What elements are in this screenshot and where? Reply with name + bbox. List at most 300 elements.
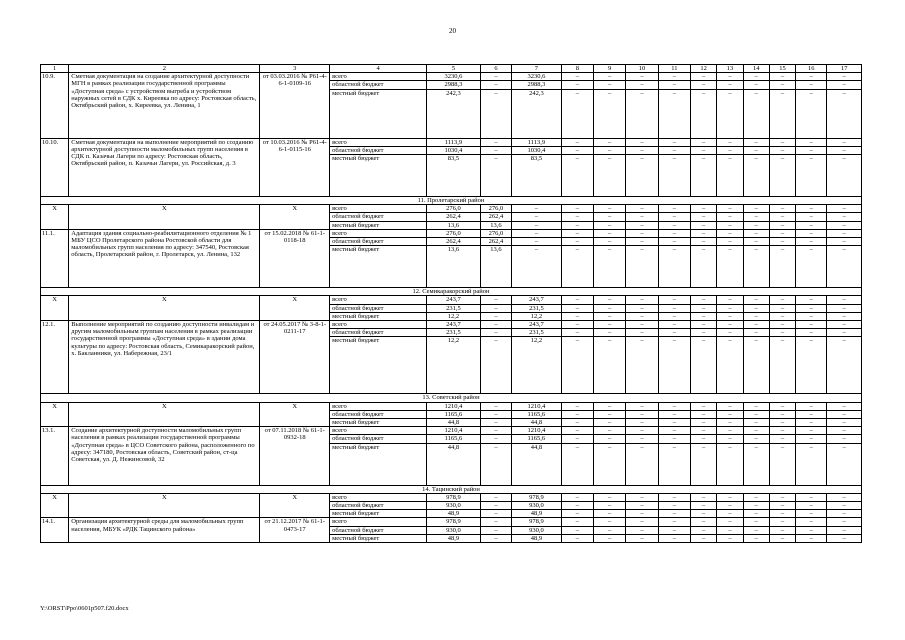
value-col12: – xyxy=(691,502,717,510)
value-col10: – xyxy=(626,493,658,501)
value-col10: – xyxy=(626,510,658,518)
value-col14: – xyxy=(743,410,769,418)
budget-type-label: местный бюджет xyxy=(330,510,427,518)
value-col13: – xyxy=(717,493,743,501)
value-col5: 48,9 xyxy=(427,534,481,542)
value-col9: – xyxy=(593,419,625,427)
value-col13: – xyxy=(717,229,743,237)
value-col17: – xyxy=(827,329,862,337)
value-col9: – xyxy=(593,155,625,197)
value-col13: – xyxy=(717,238,743,246)
value-col17: – xyxy=(827,304,862,312)
value-col6: 13,6 xyxy=(480,221,511,229)
value-col8: – xyxy=(561,229,593,237)
budget-type-label: местный бюджет xyxy=(330,246,427,288)
value-col13: – xyxy=(717,155,743,197)
budget-type-label: всего xyxy=(330,427,427,435)
budget-type-label: областной бюджет xyxy=(330,213,427,221)
value-col10: – xyxy=(626,221,658,229)
budget-row xyxy=(41,296,862,304)
value-col6: – xyxy=(480,534,511,542)
value-col8: – xyxy=(561,89,593,138)
x-mark: Х xyxy=(260,402,330,427)
value-col7: 231,5 xyxy=(512,304,562,312)
section-title: 12. Семикаракорский район xyxy=(41,288,862,296)
value-col16: – xyxy=(796,312,827,320)
value-col13: – xyxy=(717,502,743,510)
budget-row xyxy=(41,518,862,526)
value-col17: – xyxy=(827,229,862,237)
value-col17: – xyxy=(827,81,862,89)
value-col14: – xyxy=(743,312,769,320)
value-col16: – xyxy=(796,419,827,427)
value-col6: – xyxy=(480,402,511,410)
value-col14: – xyxy=(743,321,769,329)
value-col8: – xyxy=(561,419,593,427)
value-col8: – xyxy=(561,402,593,410)
value-col12: – xyxy=(691,435,717,443)
budget-type-label: областной бюджет xyxy=(330,81,427,89)
value-col15: – xyxy=(769,89,795,138)
value-col13: – xyxy=(717,296,743,304)
value-col16: – xyxy=(796,526,827,534)
value-col5: 1030,4 xyxy=(427,146,481,154)
column-header: 14 xyxy=(743,65,769,73)
value-col10: – xyxy=(626,502,658,510)
value-col15: – xyxy=(769,146,795,154)
value-col14: – xyxy=(743,81,769,89)
value-col17: – xyxy=(827,138,862,146)
value-col16: – xyxy=(796,205,827,213)
x-mark: Х xyxy=(41,205,69,230)
value-col10: – xyxy=(626,312,658,320)
value-col16: – xyxy=(796,534,827,542)
value-col10: – xyxy=(626,89,658,138)
value-col17: – xyxy=(827,427,862,435)
header-row xyxy=(41,65,862,73)
value-col11: – xyxy=(658,205,690,213)
value-col15: – xyxy=(769,493,795,501)
column-header: 10 xyxy=(626,65,658,73)
value-col16: – xyxy=(796,229,827,237)
value-col9: – xyxy=(593,73,625,81)
value-col14: – xyxy=(743,419,769,427)
value-col6: – xyxy=(480,510,511,518)
budget-row xyxy=(41,73,862,81)
value-col7: 3230,6 xyxy=(512,73,562,81)
value-col13: – xyxy=(717,221,743,229)
value-col14: – xyxy=(743,526,769,534)
value-col11: – xyxy=(658,321,690,329)
value-col9: – xyxy=(593,296,625,304)
value-col13: – xyxy=(717,443,743,485)
value-col15: – xyxy=(769,510,795,518)
value-col17: – xyxy=(827,402,862,410)
x-mark: Х xyxy=(69,296,260,321)
value-col12: – xyxy=(691,526,717,534)
value-col13: – xyxy=(717,534,743,542)
value-col15: – xyxy=(769,304,795,312)
item-number: 14.1. xyxy=(41,518,69,543)
value-col16: – xyxy=(796,246,827,288)
value-col13: – xyxy=(717,526,743,534)
value-col10: – xyxy=(626,238,658,246)
budget-type-label: всего xyxy=(330,321,427,329)
value-col7: 2988,3 xyxy=(512,81,562,89)
value-col10: – xyxy=(626,73,658,81)
value-col14: – xyxy=(743,213,769,221)
value-col14: – xyxy=(743,443,769,485)
column-header: 6 xyxy=(480,65,511,73)
value-col14: – xyxy=(743,402,769,410)
value-col12: – xyxy=(691,246,717,288)
value-col9: – xyxy=(593,510,625,518)
value-col15: – xyxy=(769,205,795,213)
value-col12: – xyxy=(691,534,717,542)
value-col15: – xyxy=(769,73,795,81)
value-col13: – xyxy=(717,321,743,329)
value-col13: – xyxy=(717,410,743,418)
value-col11: – xyxy=(658,410,690,418)
value-col14: – xyxy=(743,221,769,229)
column-header: 11 xyxy=(658,65,690,73)
value-col6: – xyxy=(480,443,511,485)
value-col7: – xyxy=(512,221,562,229)
value-col5: 243,7 xyxy=(427,296,481,304)
value-col8: – xyxy=(561,138,593,146)
value-col7: 12,2 xyxy=(512,337,562,394)
value-col6: – xyxy=(480,410,511,418)
value-col16: – xyxy=(796,402,827,410)
budget-row xyxy=(41,138,862,146)
value-col16: – xyxy=(796,146,827,154)
value-col10: – xyxy=(626,337,658,394)
value-col16: – xyxy=(796,502,827,510)
value-col6: 13,6 xyxy=(480,246,511,288)
value-col15: – xyxy=(769,427,795,435)
file-path-footer: Y:\ORST\Ppo\0601p507.f20.docx xyxy=(40,605,129,612)
value-col17: – xyxy=(827,89,862,138)
value-col15: – xyxy=(769,221,795,229)
value-col8: – xyxy=(561,304,593,312)
value-col12: – xyxy=(691,518,717,526)
value-col8: – xyxy=(561,526,593,534)
value-col10: – xyxy=(626,138,658,146)
value-col13: – xyxy=(717,435,743,443)
value-col16: – xyxy=(796,510,827,518)
section-header-row xyxy=(41,288,862,296)
item-number: 13.1. xyxy=(41,427,69,485)
value-col14: – xyxy=(743,246,769,288)
value-col6: – xyxy=(480,337,511,394)
value-col17: – xyxy=(827,443,862,485)
value-col12: – xyxy=(691,296,717,304)
x-mark: Х xyxy=(69,402,260,427)
value-col12: – xyxy=(691,321,717,329)
value-col12: – xyxy=(691,337,717,394)
value-col7: 48,9 xyxy=(512,510,562,518)
value-col10: – xyxy=(626,443,658,485)
value-col15: – xyxy=(769,419,795,427)
value-col5: 978,9 xyxy=(427,493,481,501)
value-col16: – xyxy=(796,238,827,246)
value-col6: – xyxy=(480,419,511,427)
value-col6: 276,0 xyxy=(480,205,511,213)
value-col12: – xyxy=(691,238,717,246)
value-col17: – xyxy=(827,337,862,394)
value-col12: – xyxy=(691,510,717,518)
value-col5: 1113,9 xyxy=(427,138,481,146)
value-col16: – xyxy=(796,304,827,312)
value-col8: – xyxy=(561,213,593,221)
value-col5: 930,0 xyxy=(427,526,481,534)
value-col17: – xyxy=(827,238,862,246)
value-col10: – xyxy=(626,304,658,312)
value-col6: – xyxy=(480,155,511,197)
value-col12: – xyxy=(691,81,717,89)
value-col7: 231,5 xyxy=(512,329,562,337)
value-col15: – xyxy=(769,410,795,418)
value-col7: 1210,4 xyxy=(512,402,562,410)
value-col9: – xyxy=(593,337,625,394)
value-col10: – xyxy=(626,410,658,418)
value-col10: – xyxy=(626,329,658,337)
value-col15: – xyxy=(769,296,795,304)
value-col7: 1165,6 xyxy=(512,410,562,418)
value-col7: 12,2 xyxy=(512,312,562,320)
budget-type-label: местный бюджет xyxy=(330,443,427,485)
budget-type-label: всего xyxy=(330,205,427,213)
value-col11: – xyxy=(658,526,690,534)
budget-type-label: областной бюджет xyxy=(330,329,427,337)
value-col6: – xyxy=(480,138,511,146)
value-col16: – xyxy=(796,221,827,229)
value-col15: – xyxy=(769,138,795,146)
value-col11: – xyxy=(658,246,690,288)
value-col11: – xyxy=(658,443,690,485)
item-name: Адаптация здания социально-реабилитационного отделения № 1 МБУ ЦСО Пролетарского района Ростовской области для маломобильных групп населения по адресу: 347540, Ростовская область, Пролетарский район, г. Пролетарск, ул. Ленина, 132 xyxy=(69,229,260,287)
value-col9: – xyxy=(593,321,625,329)
value-col15: – xyxy=(769,435,795,443)
value-col15: – xyxy=(769,155,795,197)
value-col14: – xyxy=(743,89,769,138)
value-col17: – xyxy=(827,510,862,518)
section-title: 13. Советский район xyxy=(41,394,862,402)
section-header-row xyxy=(41,197,862,205)
value-col11: – xyxy=(658,89,690,138)
value-col10: – xyxy=(626,155,658,197)
value-col13: – xyxy=(717,510,743,518)
value-col11: – xyxy=(658,493,690,501)
value-col7: – xyxy=(512,213,562,221)
budget-type-label: местный бюджет xyxy=(330,89,427,138)
value-col15: – xyxy=(769,81,795,89)
value-col7: 83,5 xyxy=(512,155,562,197)
value-col14: – xyxy=(743,238,769,246)
value-col14: – xyxy=(743,534,769,542)
value-col11: – xyxy=(658,155,690,197)
value-col6: – xyxy=(480,435,511,443)
value-col5: 13,6 xyxy=(427,221,481,229)
value-col11: – xyxy=(658,73,690,81)
value-col14: – xyxy=(743,518,769,526)
value-col6: – xyxy=(480,296,511,304)
value-col9: – xyxy=(593,304,625,312)
value-col9: – xyxy=(593,329,625,337)
value-col10: – xyxy=(626,427,658,435)
value-col14: – xyxy=(743,304,769,312)
value-col7: – xyxy=(512,246,562,288)
value-col8: – xyxy=(561,518,593,526)
value-col13: – xyxy=(717,427,743,435)
value-col8: – xyxy=(561,81,593,89)
section-header-row xyxy=(41,485,862,493)
value-col7: 930,0 xyxy=(512,502,562,510)
value-col13: – xyxy=(717,138,743,146)
budget-row xyxy=(41,493,862,501)
value-col15: – xyxy=(769,238,795,246)
value-col9: – xyxy=(593,138,625,146)
value-col9: – xyxy=(593,427,625,435)
value-col16: – xyxy=(796,427,827,435)
value-col16: – xyxy=(796,337,827,394)
value-col9: – xyxy=(593,518,625,526)
value-col9: – xyxy=(593,410,625,418)
budget-row xyxy=(41,402,862,410)
value-col5: 1165,6 xyxy=(427,435,481,443)
item-name: Создание архитектурной доступности маломобильных групп населения в рамках реализации государственной программы «Доступная среда» в ЦСО Советского района, расположенного по адресу: 347180, Ростовская область, Советский район, ст-ца Советская, ул. Д. Нежинсовой, 32 xyxy=(69,427,260,485)
value-col11: – xyxy=(658,296,690,304)
value-col10: – xyxy=(626,419,658,427)
value-col5: 231,5 xyxy=(427,329,481,337)
value-col16: – xyxy=(796,493,827,501)
budget-type-label: всего xyxy=(330,229,427,237)
x-mark: Х xyxy=(41,493,69,518)
budget-type-label: областной бюджет xyxy=(330,502,427,510)
value-col13: – xyxy=(717,329,743,337)
value-col10: – xyxy=(626,518,658,526)
value-col11: – xyxy=(658,312,690,320)
value-col7: 48,9 xyxy=(512,534,562,542)
value-col6: – xyxy=(480,146,511,154)
value-col9: – xyxy=(593,526,625,534)
value-col9: – xyxy=(593,312,625,320)
value-col8: – xyxy=(561,410,593,418)
value-col5: 231,5 xyxy=(427,304,481,312)
value-col7: – xyxy=(512,205,562,213)
item-document: от 10.03.2016 № Р61-4-6-1-0115-16 xyxy=(260,138,330,196)
value-col9: – xyxy=(593,402,625,410)
value-col12: – xyxy=(691,443,717,485)
value-col6: – xyxy=(480,329,511,337)
item-name: Сметная документация на создание архитектурной доступности МГН в рамках реализации государственной программы «Доступная среда» с устройством выгреба и устройством наружных сетей в СДК х. Киреевка по адресу: Ростовская область, Октябрьский район, х. Киреевка, ул. Ленина, 1 xyxy=(69,73,260,138)
column-header: 13 xyxy=(717,65,743,73)
x-mark: Х xyxy=(260,296,330,321)
value-col8: – xyxy=(561,296,593,304)
value-col12: – xyxy=(691,155,717,197)
value-col8: – xyxy=(561,238,593,246)
value-col5: 48,9 xyxy=(427,510,481,518)
value-col11: – xyxy=(658,510,690,518)
value-col16: – xyxy=(796,296,827,304)
value-col12: – xyxy=(691,402,717,410)
value-col7: 1165,6 xyxy=(512,435,562,443)
value-col5: 1210,4 xyxy=(427,402,481,410)
value-col10: – xyxy=(626,205,658,213)
value-col12: – xyxy=(691,73,717,81)
value-col7: 978,9 xyxy=(512,518,562,526)
value-col5: 930,0 xyxy=(427,502,481,510)
value-col5: 2988,3 xyxy=(427,81,481,89)
value-col13: – xyxy=(717,73,743,81)
value-col11: – xyxy=(658,329,690,337)
budget-type-label: всего xyxy=(330,296,427,304)
value-col8: – xyxy=(561,443,593,485)
value-col9: – xyxy=(593,229,625,237)
value-col14: – xyxy=(743,329,769,337)
value-col17: – xyxy=(827,493,862,501)
x-mark: Х xyxy=(69,205,260,230)
value-col9: – xyxy=(593,213,625,221)
value-col5: 242,3 xyxy=(427,89,481,138)
value-col17: – xyxy=(827,419,862,427)
value-col8: – xyxy=(561,312,593,320)
value-col9: – xyxy=(593,493,625,501)
value-col9: – xyxy=(593,146,625,154)
value-col6: – xyxy=(480,518,511,526)
value-col8: – xyxy=(561,435,593,443)
value-col15: – xyxy=(769,402,795,410)
budget-type-label: областной бюджет xyxy=(330,526,427,534)
value-col12: – xyxy=(691,205,717,213)
value-col13: – xyxy=(717,304,743,312)
budget-type-label: областной бюджет xyxy=(330,410,427,418)
value-col5: 44,8 xyxy=(427,419,481,427)
value-col16: – xyxy=(796,329,827,337)
budget-type-label: всего xyxy=(330,138,427,146)
value-col11: – xyxy=(658,229,690,237)
value-col12: – xyxy=(691,146,717,154)
value-col16: – xyxy=(796,155,827,197)
value-col8: – xyxy=(561,146,593,154)
value-col12: – xyxy=(691,89,717,138)
budget-type-label: всего xyxy=(330,73,427,81)
value-col5: 3230,6 xyxy=(427,73,481,81)
value-col14: – xyxy=(743,146,769,154)
value-col17: – xyxy=(827,502,862,510)
value-col5: 262,4 xyxy=(427,238,481,246)
value-col16: – xyxy=(796,321,827,329)
item-number: 10.10. xyxy=(41,138,69,196)
budget-type-label: областной бюджет xyxy=(330,146,427,154)
value-col15: – xyxy=(769,213,795,221)
value-col11: – xyxy=(658,238,690,246)
value-col15: – xyxy=(769,321,795,329)
column-header: 7 xyxy=(512,65,562,73)
budget-type-label: всего xyxy=(330,518,427,526)
value-col11: – xyxy=(658,435,690,443)
value-col5: 44,8 xyxy=(427,443,481,485)
value-col7: 44,8 xyxy=(512,443,562,485)
value-col16: – xyxy=(796,443,827,485)
item-document: от 24.05.2017 № 3-8-1-0211-17 xyxy=(260,321,330,394)
budget-table xyxy=(40,64,862,543)
budget-type-label: областной бюджет xyxy=(330,435,427,443)
value-col13: – xyxy=(717,205,743,213)
value-col9: – xyxy=(593,205,625,213)
value-col5: 276,0 xyxy=(427,205,481,213)
value-col11: – xyxy=(658,534,690,542)
